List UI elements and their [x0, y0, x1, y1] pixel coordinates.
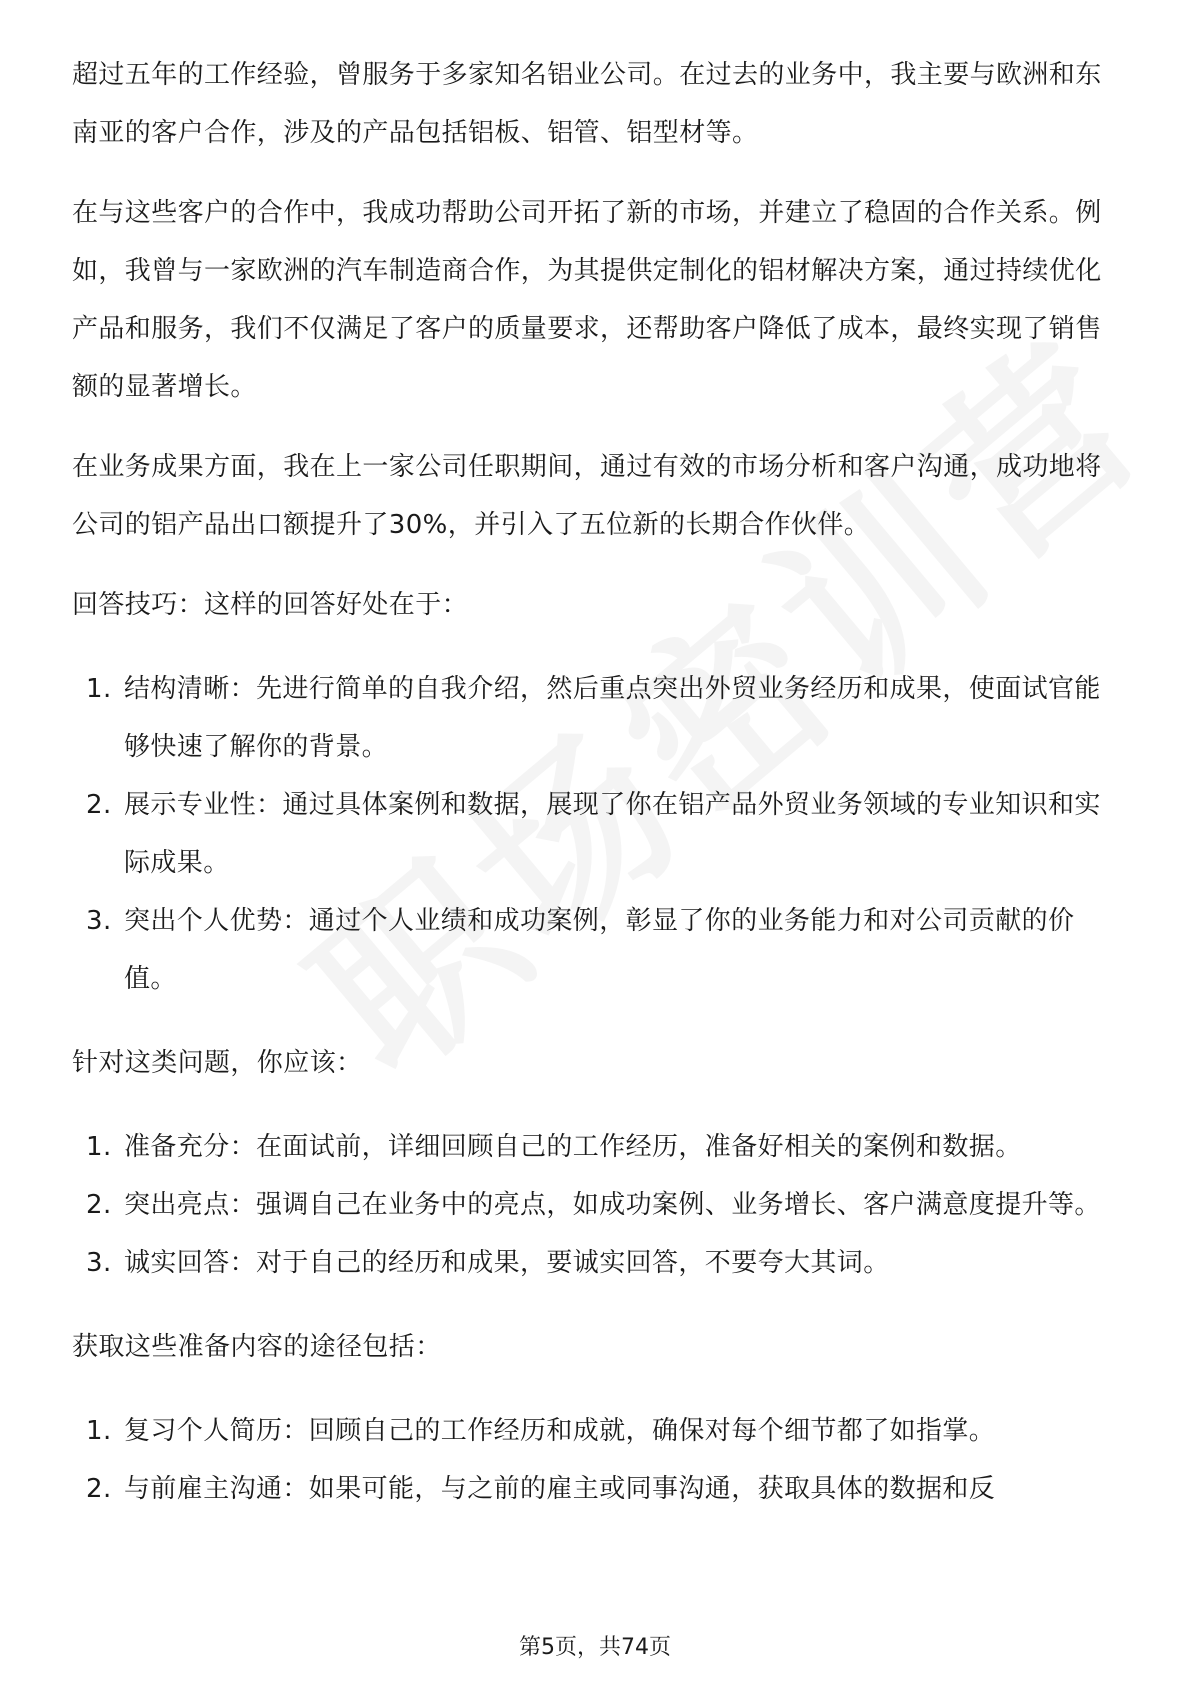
- list-item: 1. 准备充分：在面试前，详细回顾自己的工作经历，准备好相关的案例和数据。: [86, 1132, 1022, 1162]
- list-item: 3. 突出个人优势：通过个人业绩和成功案例，彰显了你的业务能力和对公司贡献的价值。: [86, 906, 1075, 994]
- list-item: 1. 复习个人简历：回顾自己的工作经历和成就，确保对每个细节都了如指掌。: [86, 1416, 996, 1446]
- document-body: [72, 46, 1117, 1544]
- list-item: 2. 展示专业性：通过具体案例和数据，展现了你在铝产品外贸业务领域的专业知识和实际成果。: [86, 790, 1101, 878]
- list-item: 3. 诚实回答：对于自己的经历和成果，要诚实回答，不要夸大其词。: [86, 1248, 890, 1278]
- list-item: 2. 与前雇主沟通：如果可能，与之前的雇主或同事沟通，获取具体的数据和反: [86, 1474, 996, 1504]
- tips-heading: 回答技巧：这样的回答好处在于：: [72, 590, 469, 620]
- paragraph-cooperation: 在与这些客户的合作中，我成功帮助公司开拓了新的市场，并建立了稳固的合作关系。例如，我曾与一家欧洲的汽车制造商合作，为其提供定制化的铝材解决方案，通过持续优化产品和服务，我们不仅满足了客户的质量要求，还帮助客户降低了成本，最终实现了销售额的显著增长。: [72, 198, 1102, 402]
- paragraph-experience: 超过五年的工作经验，曾服务于多家知名铝业公司。在过去的业务中，我主要与欧洲和东南亚的客户合作，涉及的产品包括铝板、铝管、铝型材等。: [72, 60, 1102, 148]
- tips-list: [72, 660, 1117, 1008]
- page-number: 第5页，共74页: [519, 1635, 671, 1660]
- sources-heading: 获取这些准备内容的途径包括：: [72, 1332, 442, 1362]
- sources-list: [72, 1402, 1117, 1518]
- should-heading: 针对这类问题，你应该：: [72, 1048, 363, 1078]
- should-list: [72, 1118, 1117, 1292]
- list-item: 1. 结构清晰：先进行简单的自我介绍，然后重点突出外贸业务经历和成果，使面试官能够快速了解你的背景。: [86, 674, 1101, 762]
- list-item: 2. 突出亮点：强调自己在业务中的亮点，如成功案例、业务增长、客户满意度提升等。: [86, 1190, 1101, 1220]
- paragraph-results: 在业务成果方面，我在上一家公司任职期间，通过有效的市场分析和客户沟通，成功地将公司的铝产品出口额提升了30%，并引入了五位新的长期合作伙伴。: [72, 452, 1102, 540]
